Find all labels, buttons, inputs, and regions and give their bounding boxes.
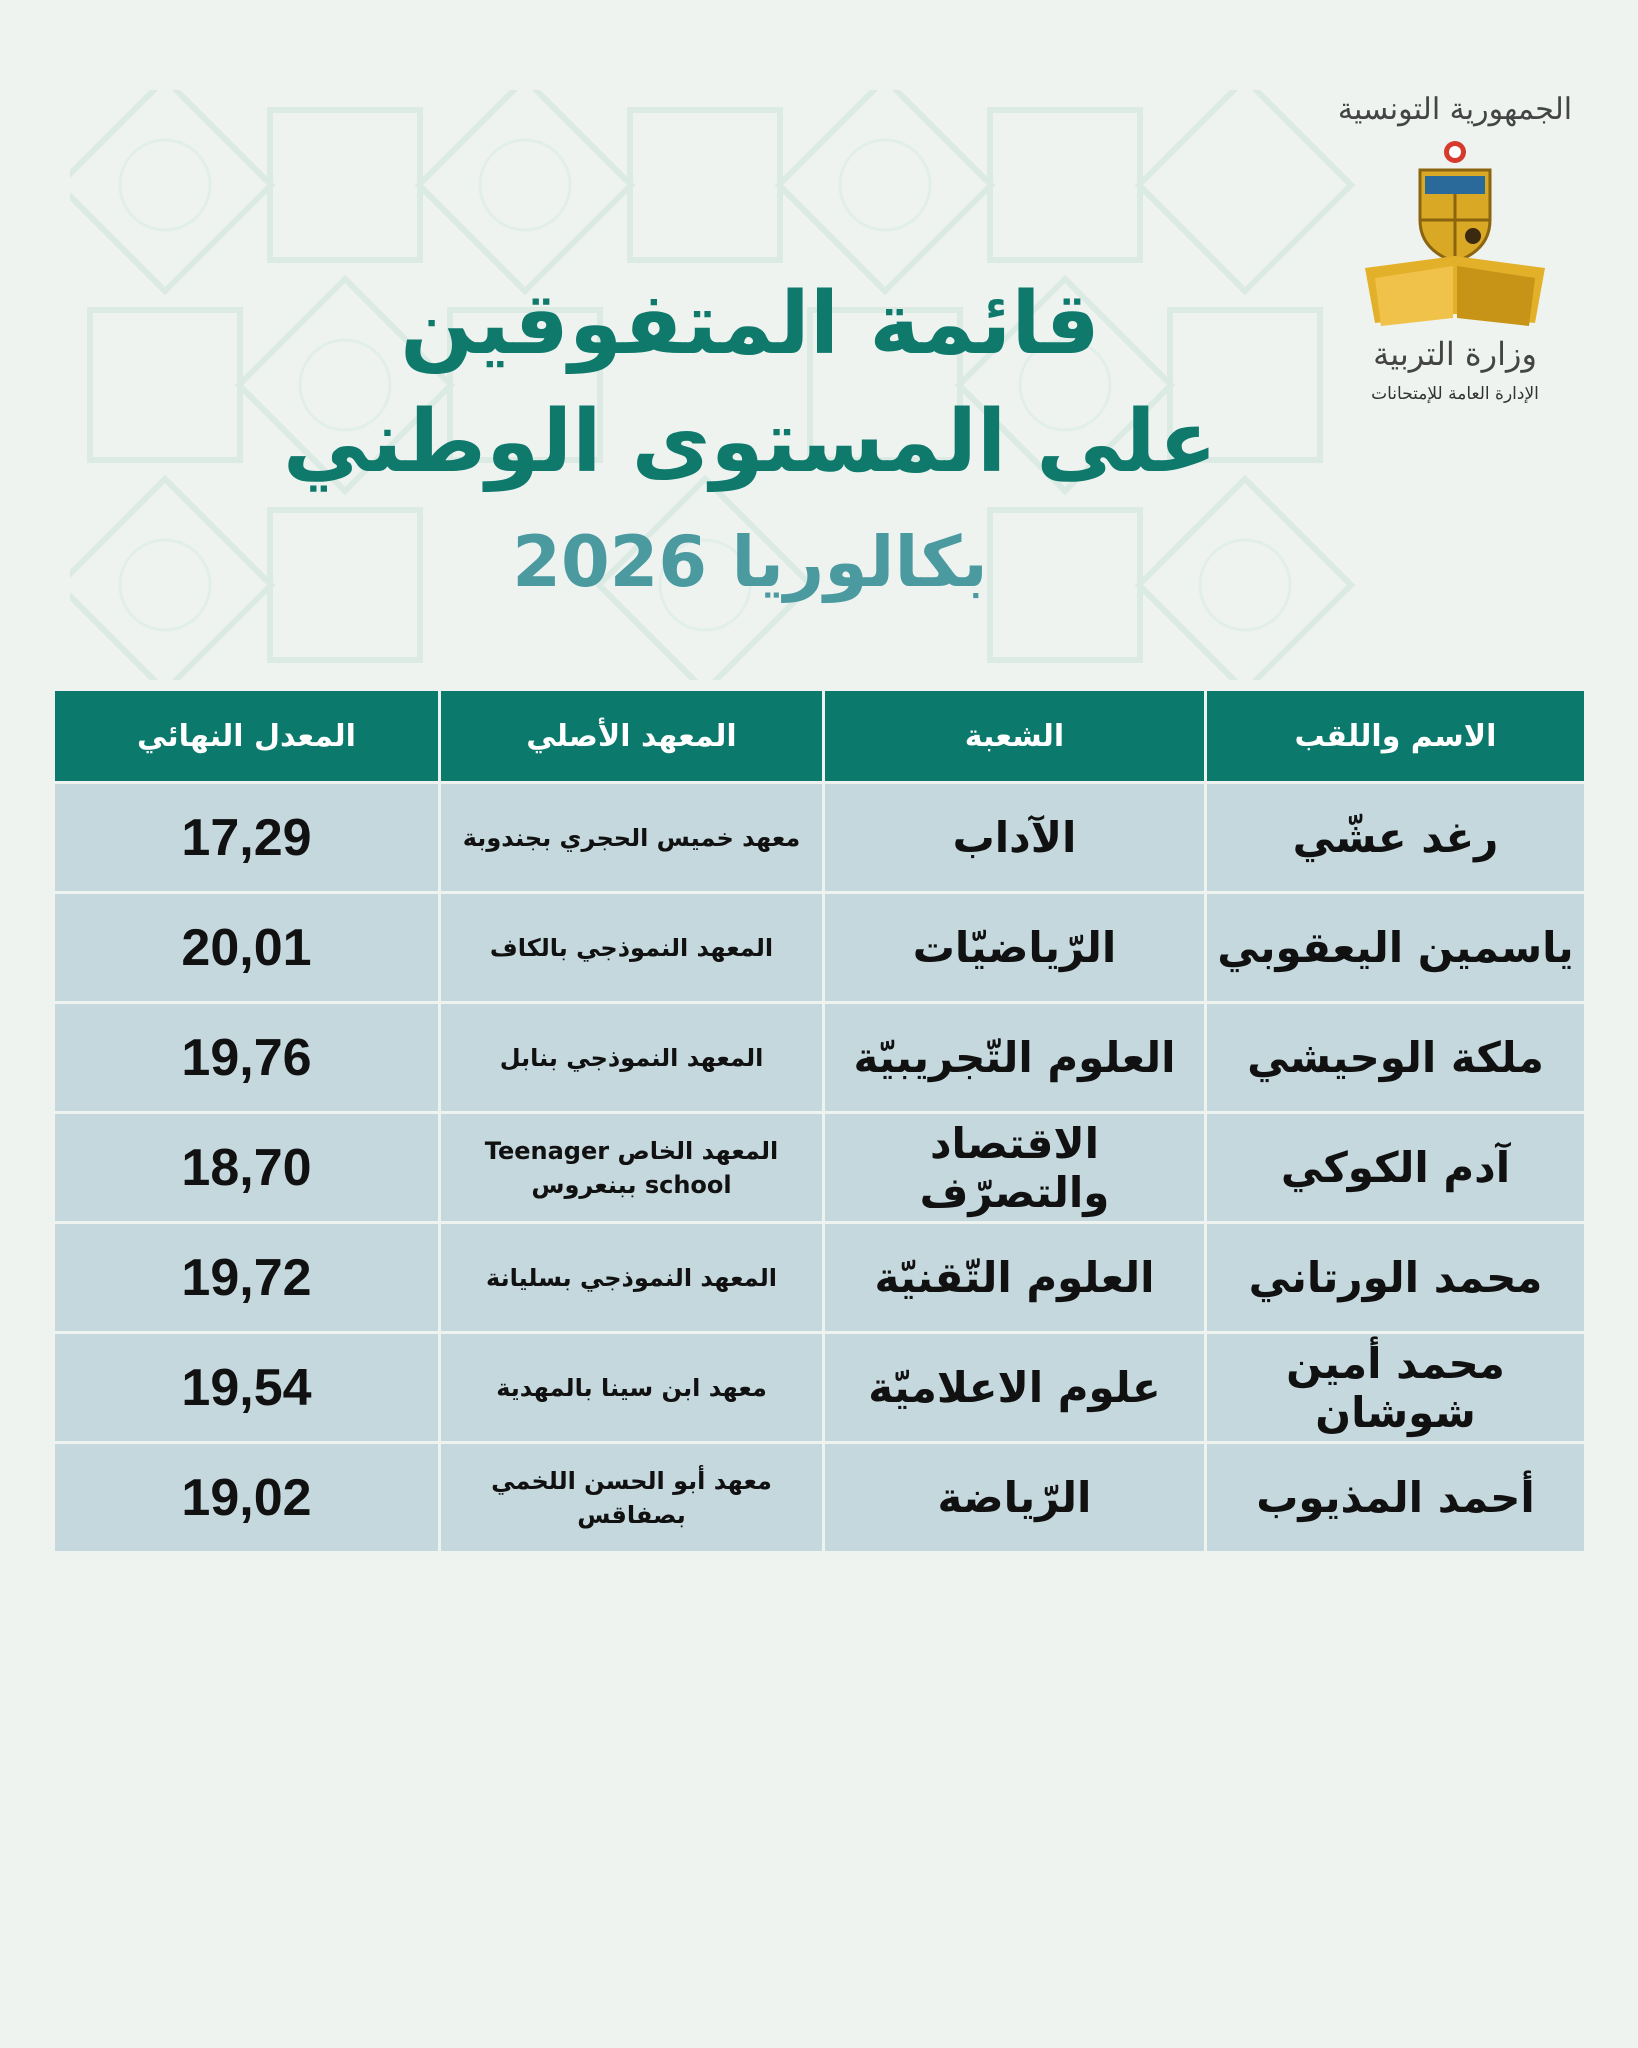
column-header-branch: الشعبة [824, 690, 1206, 783]
student-branch: علوم الاعلاميّة [824, 1333, 1206, 1443]
student-grade: 19,02 [54, 1443, 440, 1553]
student-school: معهد أبو الحسن اللخمي بصفاقس [440, 1443, 824, 1553]
table-row [54, 1003, 1586, 1113]
page-subtitle: بكالوريا 2026 [512, 521, 988, 603]
title-block [200, 265, 1300, 617]
table-row [54, 893, 1586, 1003]
student-name: ملكة الوحيشي [1206, 1003, 1586, 1113]
table-row [54, 1223, 1586, 1333]
student-school: المعهد النموذجي بنابل [440, 1003, 824, 1113]
republic-label: الجمهورية التونسية [1337, 92, 1573, 127]
student-grade: 19,72 [54, 1223, 440, 1333]
department-label: الإدارة العامة للإمتحانات [1371, 384, 1539, 404]
column-header-school: المعهد الأصلي [440, 690, 824, 783]
student-school: المعهد النموذجي بالكاف [440, 893, 824, 1003]
student-grade: 19,76 [54, 1003, 440, 1113]
table-row [54, 1113, 1586, 1223]
page-title: قائمة المتفوقين [400, 274, 1100, 374]
column-header-name: الاسم واللقب [1206, 690, 1586, 783]
student-name: ياسمين اليعقوبي [1206, 893, 1586, 1003]
student-branch: الرّياضيّات [824, 893, 1206, 1003]
student-branch: العلوم التّجريبيّة [824, 1003, 1206, 1113]
student-branch: الرّياضة [824, 1443, 1206, 1553]
student-grade: 20,01 [54, 893, 440, 1003]
table-row [54, 1333, 1586, 1443]
student-name: آدم الكوكي [1206, 1113, 1586, 1223]
table-header-row [54, 690, 1586, 783]
table-row [54, 1443, 1586, 1553]
student-branch: العلوم التّقنيّة [824, 1223, 1206, 1333]
student-grade: 18,70 [54, 1113, 440, 1223]
student-name: رغد عشّي [1206, 783, 1586, 893]
student-school: معهد ابن سينا بالمهدية [440, 1333, 824, 1443]
ministry-label: وزارة التربية [1373, 335, 1537, 373]
student-school: المعهد الخاص Teenager school ببنعروس [440, 1113, 824, 1223]
page-title-line2: على المستوى الوطني [282, 392, 1218, 492]
student-branch: الاقتصاد والتصرّف [824, 1113, 1206, 1223]
coat-of-arms-icon [1355, 138, 1555, 328]
table-row [54, 783, 1586, 893]
column-header-grade: المعدل النهائي [54, 690, 440, 783]
results-table [52, 688, 1587, 1554]
ministry-logo [1330, 90, 1580, 450]
student-grade: 19,54 [54, 1333, 440, 1443]
student-grade: 17,29 [54, 783, 440, 893]
student-name: محمد الورتاني [1206, 1223, 1586, 1333]
student-name: أحمد المذيوب [1206, 1443, 1586, 1553]
student-school: معهد خميس الحجري بجندوبة [440, 783, 824, 893]
student-school: المعهد النموذجي بسليانة [440, 1223, 824, 1333]
student-branch: الآداب [824, 783, 1206, 893]
student-name: محمد أمين شوشان [1206, 1333, 1586, 1443]
